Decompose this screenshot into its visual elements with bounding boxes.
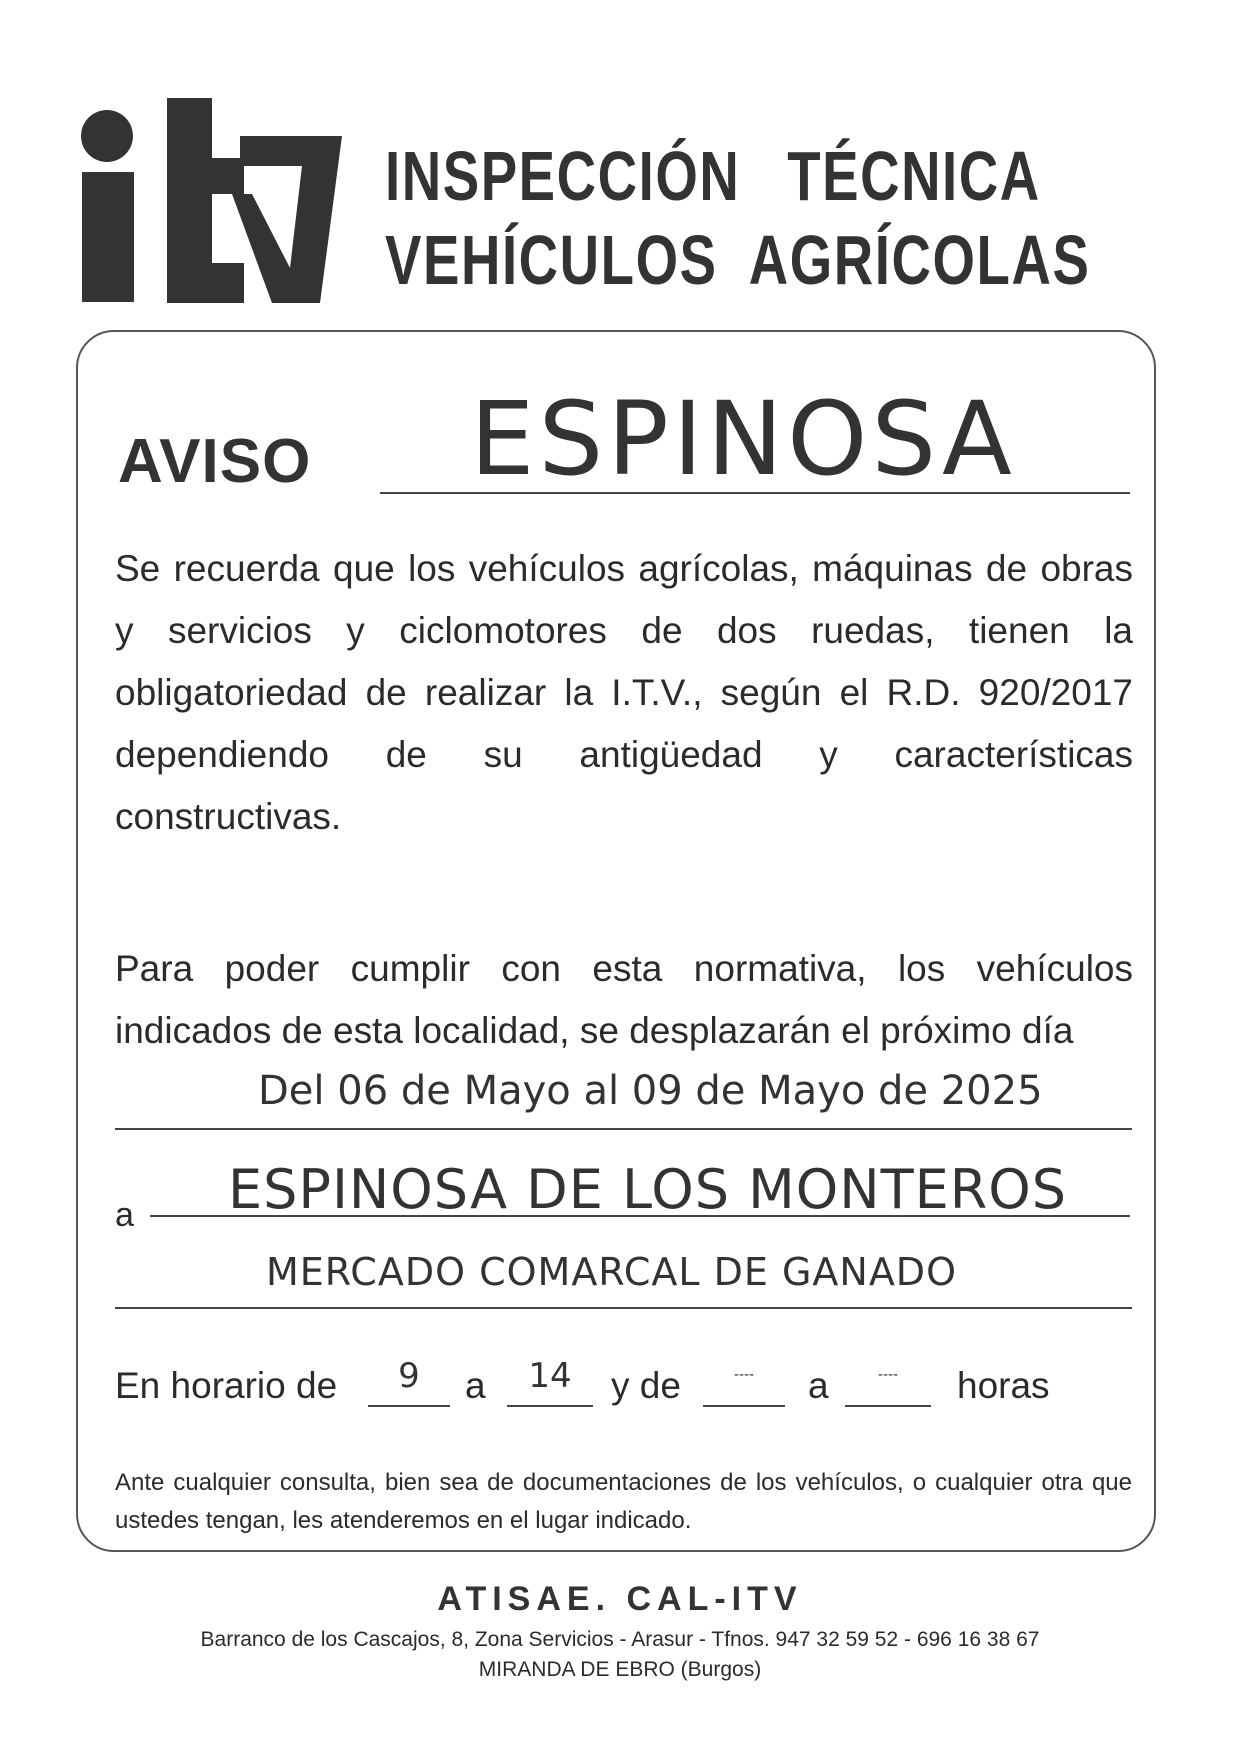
aviso-label: AVISO	[118, 427, 312, 496]
itv-logo	[72, 98, 342, 303]
hours-to-2-value: ----	[877, 1367, 899, 1383]
destination-underline	[150, 1215, 1130, 1217]
place-underline	[115, 1307, 1132, 1309]
hours-from-1	[368, 1355, 450, 1407]
aviso-town: ESPINOSA	[470, 380, 1016, 499]
header-line-1	[385, 136, 1041, 216]
consult-note: Ante cualquier consulta, bien sea de documentaciones de los vehículos, o cualquier otra que ustedes tengan, les atenderemos en el lugar indicado.	[115, 1469, 1132, 1534]
header-word-inspeccion: INSPECCIÓN	[385, 137, 741, 215]
hours-to-1-value: 14	[528, 1356, 572, 1396]
header-word-tecnica: TÉCNICA	[787, 137, 1041, 215]
hours-row	[115, 1355, 1132, 1415]
hours-from-2	[703, 1355, 785, 1407]
reminder-paragraph: Se recuerda que los vehículos agrícolas, máquinas de obras y servicios y ciclomotores de dos ruedas, tienen la obligatoriedad de realizar la I.T.V., según el R.D. 920/2017 dependiendo de su antigüedad y características constructivas.	[115, 548, 1133, 837]
destination-prefix: a	[115, 1196, 134, 1234]
company-address: Barranco de los Cascajos, 8, Zona Servicios - Arasur - Tfnos. 947 32 59 52 - 696 16 38 67	[200, 1628, 1040, 1651]
header-line-2	[385, 220, 1091, 300]
inspection-date: Del 06 de Mayo al 09 de Mayo de 2025	[258, 1068, 1043, 1114]
hours-label: En horario de	[115, 1365, 338, 1406]
hours-from-2-value: ----	[733, 1367, 755, 1383]
hours-sep-a: a	[465, 1365, 486, 1406]
hours-sep-a2: a	[808, 1365, 829, 1406]
inspection-place: MERCADO COMARCAL DE GANADO	[266, 1250, 957, 1294]
company-city: MIRANDA DE EBRO (Burgos)	[478, 1658, 762, 1681]
hours-from-1-value: 9	[398, 1356, 420, 1396]
hours-sep-y: y de	[611, 1365, 681, 1406]
hours-to-2	[845, 1355, 931, 1407]
schedule-paragraph: Para poder cumplir con esta normativa, los vehículos indicados de esta localidad, se desplazarán el próximo día	[115, 948, 1133, 1051]
hours-to-1	[507, 1355, 593, 1407]
header-word-vehiculos: VEHÍCULOS	[385, 221, 718, 299]
header-word-agricolas: AGRÍCOLAS	[748, 221, 1091, 299]
aviso-underline	[380, 492, 1130, 494]
destination-town: ESPINOSA DE LOS MONTEROS	[228, 1158, 1068, 1221]
company-name: ATISAE. CAL-ITV	[437, 1580, 803, 1618]
date-underline	[115, 1128, 1132, 1130]
hours-suffix: horas	[957, 1365, 1050, 1406]
